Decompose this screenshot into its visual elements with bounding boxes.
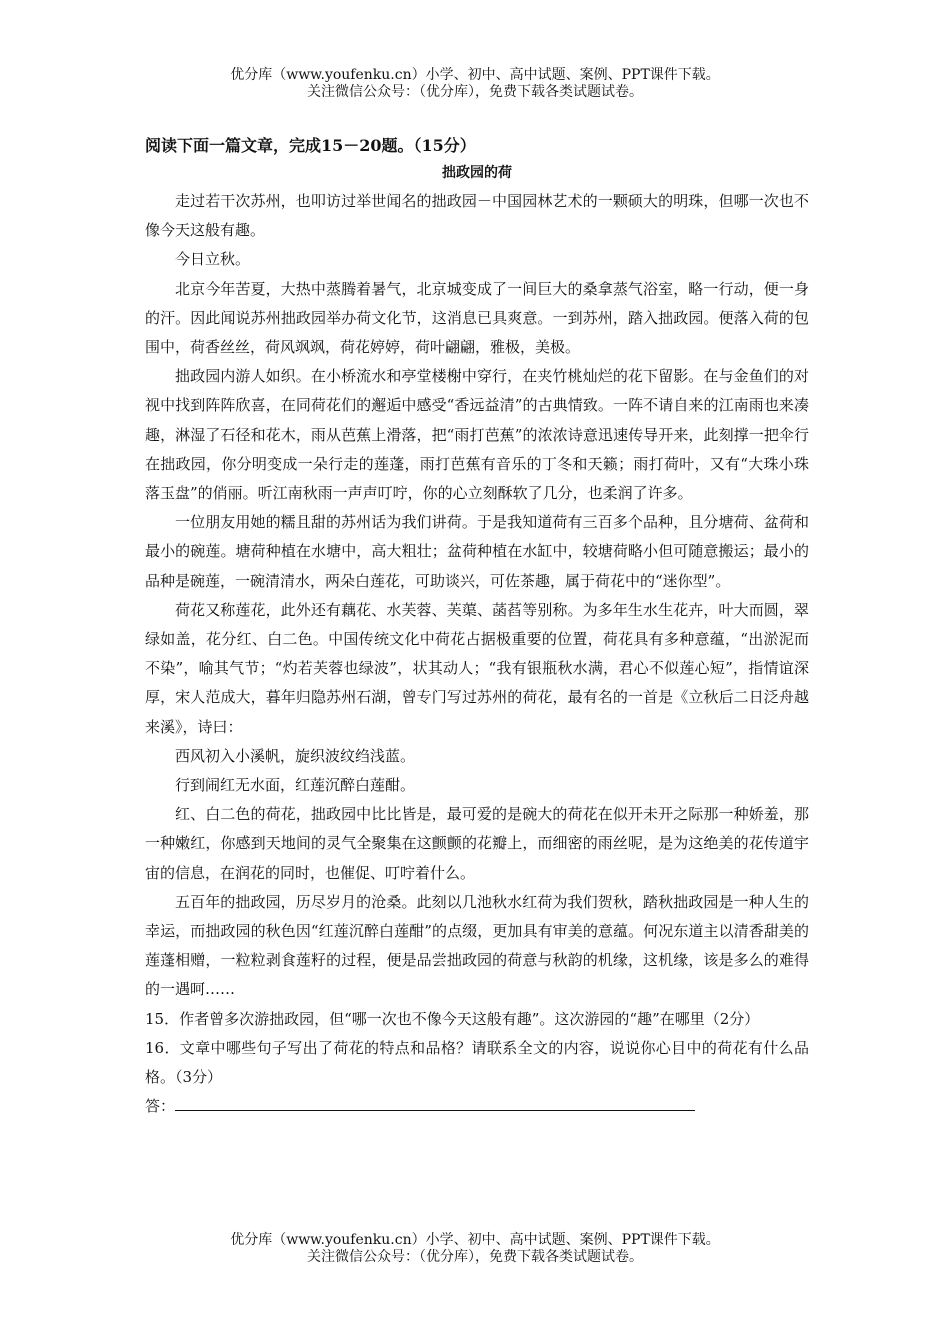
poem-line: 行到闹红无水面，红莲沉醉白莲酣。 (175, 776, 416, 795)
question-16: 16．文章中哪些句子写出了荷花的特点和品格？请联系全文的内容，说说你心目中的荷花有什么品格。（3分） (145, 1038, 809, 1087)
poem-line: 西风初入小溪帆，旋织波纹绉浅蓝。 (175, 746, 416, 765)
article-title: 拙政园的荷 (442, 165, 512, 181)
answer-blank[interactable] (175, 1092, 695, 1111)
footer-line-1: 优分库（www.youfenku.cn）小学、初中、高中试题、案例、PPT课件下载。 (230, 1232, 720, 1248)
paragraph: 走过若干次苏州，也叩访过举世闻名的拙政园－中国园林艺术的一颗硕大的明珠，但哪一次也不像今天这般有趣。 (145, 192, 809, 240)
header-line-1: 优分库（www.youfenku.cn）小学、初中、高中试题、案例、PPT课件下载。 (230, 67, 720, 83)
answer-label: 答： (145, 1097, 176, 1116)
header-line-2: 关注微信公众号：（优分库），免费下载各类试题试卷。 (307, 84, 643, 100)
page-header (0, 67, 950, 101)
answer-row (145, 1092, 809, 1121)
paragraph: 一位朋友用她的糯且甜的苏州话为我们讲荷。于是我知道荷有三百多个品种，且分塘荷、盆荷和最小的碗莲。塘荷种植在水塘中，高大粗壮；盆荷种植在水缸中，较塘荷略小但可随意搬运；最小的品种是碗莲，一碗清清水，两朵白莲花，可助谈兴，可佐茶趣，属于荷花中的“迷你型”。 (145, 513, 809, 590)
paragraph: 北京今年苦夏，大热中蒸腾着暑气，北京城变成了一间巨大的桑拿蒸气浴室，略一行动，便一身的汗。因此闻说苏州拙政园举办荷文化节，这消息已具爽意。一到苏州，踏入拙政园。便落入荷的包围中，荷香丝丝，荷风飒飒，荷花婷婷，荷叶翩翩，雅极，美极。 (145, 279, 809, 357)
paragraph: 五百年的拙政园，历尽岁月的沧桑。此刻以几池秋水红荷为我们贺秋，踏秋拙政园是一种人生的幸运，而拙政园的秋色因“红莲沉醉白莲酣”的点缀，更加具有审美的意蕴。何况东道主以清香甜美的莲蓬相赠，一粒粒剥食莲籽的过程，便是品尝拙政园的荷意与秋韵的机缘，这机缘，该是多么的难得的一遇呵…… (145, 892, 809, 999)
section-title: 阅读下面一篇文章，完成15－20题。（15分） (145, 136, 476, 155)
question-15: 15．作者曾多次游拙政园，但“哪一次也不像今天这般有趣”。这次游园的“趣”在哪里（2分） (145, 1009, 760, 1028)
paragraph: 今日立秋。 (175, 250, 251, 269)
footer-line-2: 关注微信公众号：（优分库），免费下载各类试题试卷。 (307, 1249, 643, 1265)
paragraph: 拙政园内游人如织。在小桥流水和亭堂楼榭中穿行，在夹竹桃灿烂的花下留影。在与金鱼们的对视中找到阵阵欣喜，在同荷花们的邂逅中感受“香远益清”的古典情致。一阵不请自来的江南雨也来凑趣，淋湿了石径和花木，雨从芭蕉上滑落，把“雨打芭蕉”的浓浓诗意迅速传导开来，此刻撑一把伞行在拙政园，你分明变成一朵行走的莲蓬，雨打芭蕉有音乐的丁冬和天籁；雨打荷叶，又有“大珠小珠落玉盘”的俏丽。听江南秋雨一声声叮咛，你的心立刻酥软了几分，也柔润了许多。 (145, 367, 809, 503)
exam-content (145, 136, 809, 1122)
paragraph: 红、白二色的荷花，拙政园中比比皆是，最可爱的是碗大的荷花在似开未开之际那一种娇羞，那一种嫩红，你感到天地间的灵气全聚集在这颤颤的花瓣上，而细密的雨丝呢，是为这绝美的花传道宇宙的信息，在润花的同时，也催促、叮咛着什么。 (145, 805, 809, 882)
page-footer (0, 1232, 950, 1266)
paragraph: 荷花又称莲花，此外还有藕花、水芙蓉、芙蕖、菡萏等别称。为多年生水生花卉，叶大而圆，翠绿如盖，花分红、白二色。中国传统文化中荷花占据极重要的位置，荷花具有多种意蕴，“出淤泥而不染”，喻其气节；“灼若芙蓉也绿波”，状其动人；“我有银瓶秋水满，君心不似莲心短”，指情谊深厚，宋人范成大，暮年归隐苏州石湖，曾专门写过苏州的荷花，最有名的一首是《立秋后二日泛舟越来溪》，诗曰： (145, 600, 809, 736)
